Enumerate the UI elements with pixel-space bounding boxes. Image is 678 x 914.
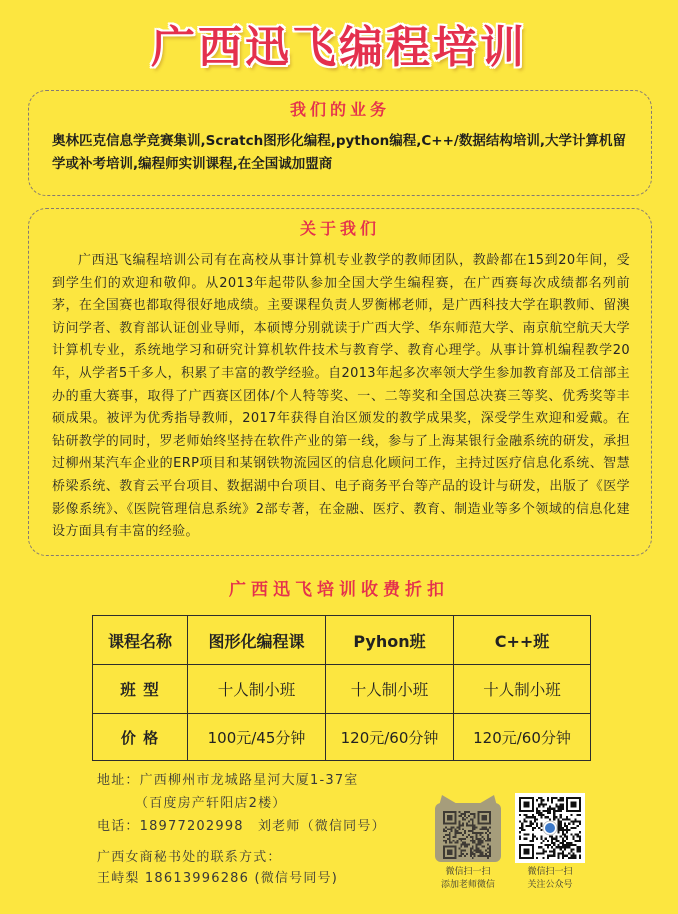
page-title: 广西迅飞编程培训 xyxy=(151,22,527,73)
about-section xyxy=(28,208,652,556)
table-cell: 十人制小班 xyxy=(188,665,326,714)
table-header-row xyxy=(93,616,591,665)
secretariat-label: 广西女商秘书处的联系方式： xyxy=(97,850,282,865)
official-account-qr-caption xyxy=(505,866,595,892)
qr-caption-line: 添加老师微信 xyxy=(440,880,495,890)
contact-phone: 电话：18977202998 刘老师（微信同号） xyxy=(97,819,386,834)
table-cell: 120元/60分钟 xyxy=(454,714,591,761)
qr-logo-dot xyxy=(545,823,555,833)
table-cell: 十人制小班 xyxy=(454,665,591,714)
business-heading: 我们的业务 xyxy=(289,100,390,119)
teacher-qr-caption xyxy=(423,866,513,892)
secretariat-contact: 王峙梨 18613996286 (微信号同号) xyxy=(97,871,338,886)
table-cell: 100元/45分钟 xyxy=(188,714,326,761)
table-row xyxy=(93,665,591,714)
pricing-table xyxy=(92,615,591,761)
table-header-cell: C++班 xyxy=(454,616,591,665)
table-header-cell: 课程名称 xyxy=(93,616,188,665)
row-label-price: 价 格 xyxy=(93,714,188,761)
qr-caption-line: 微信扫一扫 xyxy=(527,867,573,877)
table-row xyxy=(93,714,591,761)
official-account-qr-icon xyxy=(515,793,585,863)
about-text: 广西迅飞编程培训公司有在高校从事计算机专业教学的教师团队，教龄都在15到20年间，受到学生们的欢迎和敬仰。从2013年起带队参加全国大学生编程赛，在广西赛每次成绩都名列前茅，在全国赛也都取得很好地成绩。主要课程负责人罗衡郴老师，是广西科技大学在职教师、留澳访问学者、教育部认证创业导师，本硕博分别就读于广西大学、华东师范大学、南京航空航天大学计算机专业，系统地学习和研究计算机软件技术与教育学、教育心理学。从事计算机编程教学20年，从学者5千多人，积累了丰富的教学经验。自2013年起多次率领大学生参加教育部及工信部主办的重大赛事，取得了广西赛区团体/个人特等奖、一、二等奖和全国总决赛三等奖、优秀奖等丰硕成果。被评为优秀指导教师，2017年获得自治区颁发的教学成果奖，深受学生欢迎和爱戴。在钻研教学的同时，罗老师始终坚持在软件产业的第一线，参与了上海某银行金融系统的研发，承担过柳州某汽车企业的ERP项目和某钢铁物流园区的信息化顾问工作，主持过医疗信息化系统、智慧桥梁系统、教育云平台项目、数据湖中台项目、电子商务平台等产品的设计与研发，出版了《医学影像系统》、《医院管理信息系统》2部专著，在金融、医疗、教育、制造业等多个领域的信息化建设方面具有丰富的经验。 xyxy=(52,253,630,540)
table-header-cell: Pyhon班 xyxy=(326,616,454,665)
qr-caption-line: 微信扫一扫 xyxy=(445,867,491,877)
qr-caption-line: 关注公众号 xyxy=(527,880,573,890)
contact-address: 地址：广西柳州市龙城路星河大厦1-37室 xyxy=(97,773,359,788)
table-cell: 十人制小班 xyxy=(326,665,454,714)
teacher-wechat-qr-icon xyxy=(433,793,503,863)
business-section xyxy=(28,90,652,196)
row-label-class-type: 班 型 xyxy=(93,665,188,714)
qr-center-logo xyxy=(543,821,557,835)
business-text: 奥林匹克信息学竞赛集训,Scratch图形化编程,python编程,C++/数据结构培训,大学计算机留学或补考培训,编程师实训课程,在全国诚加盟商 xyxy=(52,133,626,172)
contact-address-note: （百度房产轩阳店2楼） xyxy=(135,796,287,811)
pricing-heading: 广西迅飞培训收费折扣 xyxy=(229,580,449,600)
table-cell: 120元/60分钟 xyxy=(326,714,454,761)
table-header-cell: 图形化编程课 xyxy=(188,616,326,665)
about-heading: 关于我们 xyxy=(299,219,380,238)
